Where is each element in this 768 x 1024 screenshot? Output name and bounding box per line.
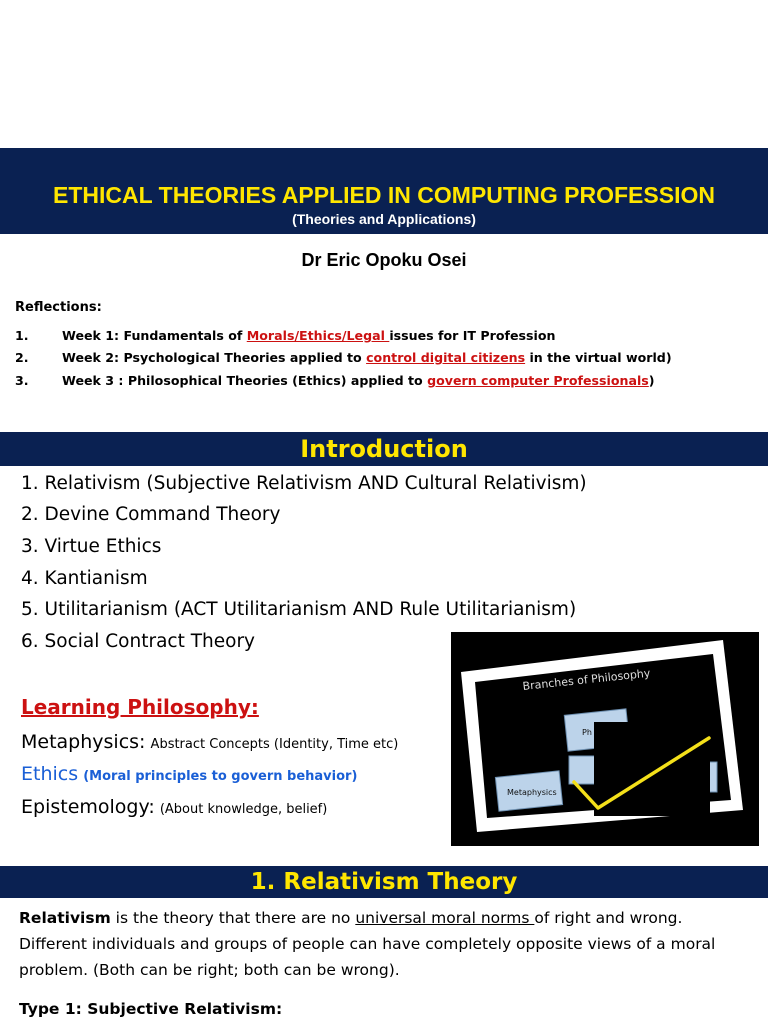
learning-philosophy-title: Learning Philosophy:	[21, 695, 259, 719]
introduction-heading: Introduction	[0, 432, 768, 466]
reflections-title: Reflections:	[15, 300, 102, 315]
type1-heading: Type 1: Subjective Relativism:	[19, 1000, 283, 1018]
intro-list-item: 2. Devine Command Theory	[21, 504, 281, 525]
intro-list-item: 1. Relativism (Subjective Relativism AND Cultural Relativism)	[21, 473, 587, 494]
branches-of-philosophy-figure	[451, 632, 759, 846]
figure-title: Branches of Philosophy	[521, 666, 651, 693]
intro-list-item: 6. Social Contract Theory	[21, 631, 256, 652]
title-banner	[0, 148, 768, 234]
branch-epistemology: Epistemology: (About knowledge, belief)	[21, 796, 328, 818]
branches-diagram	[451, 632, 759, 846]
branch-ethics: Ethics (Moral principles to govern behavior)	[21, 763, 358, 785]
intro-list-item: 4. Kantianism	[21, 568, 148, 589]
intro-list-item: 5. Utilitarianism (ACT Utilitarianism AND Rule Utilitarianism)	[21, 599, 577, 620]
branch-metaphysics: Metaphysics: Abstract Concepts (Identity, Time etc)	[21, 731, 399, 753]
branch-box-top-label: Ph	[582, 728, 592, 737]
reflection-item: 1. Week 1: Fundamentals of Morals/Ethics/Legal issues for IT Profession	[15, 328, 556, 343]
relativism-definition: Relativism is the theory that there are no universal moral norms of right and wrong. Different individuals and groups of people can have completely opposite views of a moral problem. (Both can be right; both can be wrong).	[19, 909, 716, 979]
intro-list-item: 3. Virtue Ethics	[21, 536, 162, 557]
author-name: Dr Eric Opoku Osei	[301, 250, 467, 270]
redaction-block	[594, 722, 710, 816]
page-title: ETHICAL THEORIES APPLIED IN COMPUTING PROFESSION	[53, 182, 715, 208]
reflection-item: 2. Week 2: Psychological Theories applied to control digital citizens in the virtual world)	[15, 350, 672, 365]
reflection-item: 3. Week 3 : Philosophical Theories (Ethics) applied to govern computer Professionals)	[15, 373, 655, 388]
branch-box-left-label: Metaphysics	[507, 788, 557, 797]
page-subtitle: (Theories and Applications)	[292, 211, 476, 227]
relativism-heading: 1. Relativism Theory	[0, 866, 768, 898]
branch-box-middle	[569, 756, 597, 784]
